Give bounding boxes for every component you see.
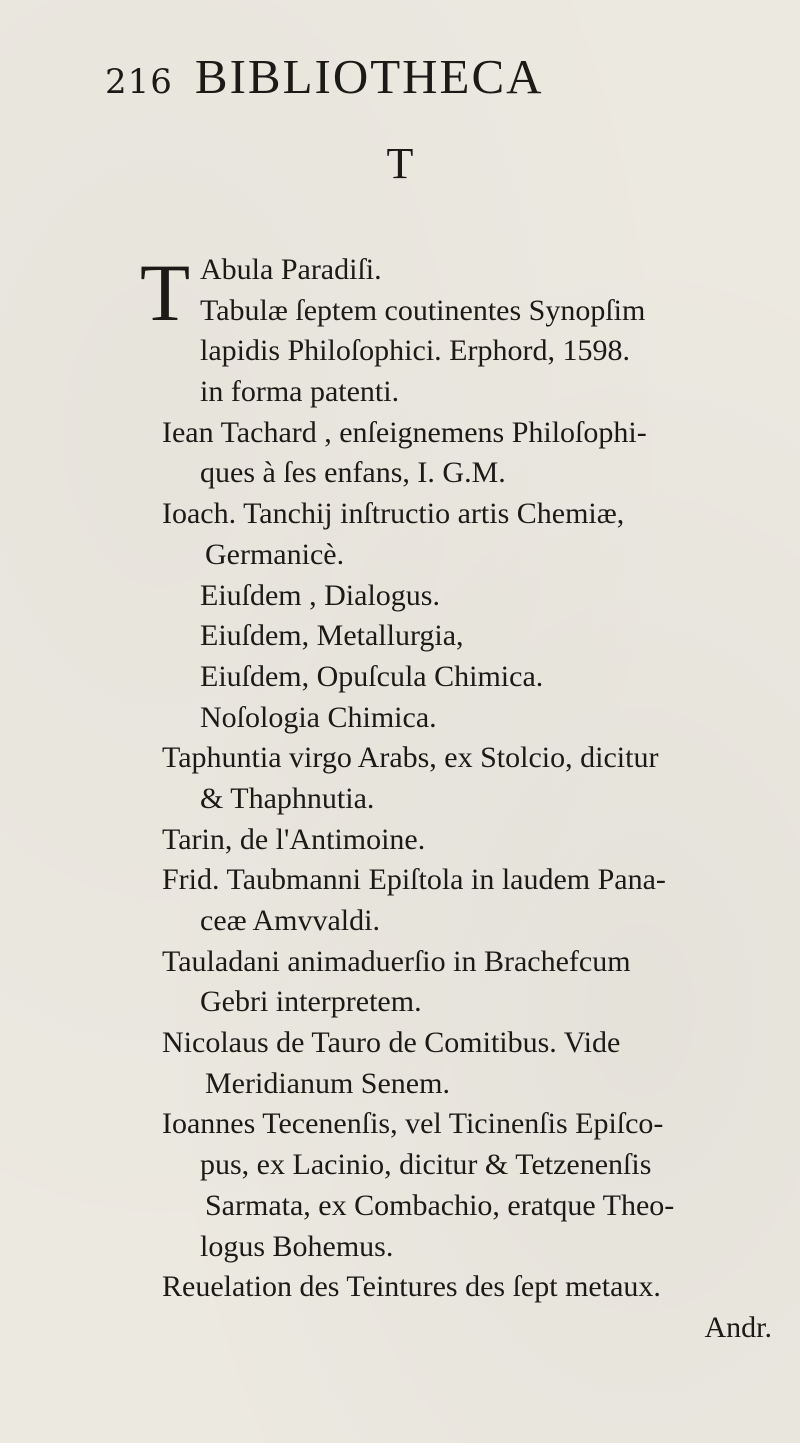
entry-line: lapidis Philoſophici. Erphord, 1598. bbox=[200, 334, 630, 368]
entry-line: Tabulæ ſeptem coutinentes Synopſim bbox=[200, 293, 646, 327]
entry-line: pus, ex Lacinio, dicitur & Tetzenenſis bbox=[200, 1148, 652, 1182]
entry-line: Tauladani animaduerſio in Brachefcum bbox=[162, 944, 631, 978]
entry-line: Eiuſdem, Metallurgia, bbox=[200, 619, 464, 653]
entry-line: Ioannes Tecenenſis, vel Ticinenſis Epiſco- bbox=[162, 1107, 664, 1141]
entry-line: Ioach. Tanchij inſtructio artis Chemiæ, bbox=[162, 497, 625, 531]
running-title: BIBLIOTHECA bbox=[194, 49, 544, 104]
entry-line: Eiuſdem, Opuſcula Chimica. bbox=[200, 659, 544, 693]
drop-initial: T bbox=[140, 247, 191, 338]
entry-line: Reuelation des Teintures des ſept metaux. bbox=[162, 1270, 661, 1304]
entry-line: Eiuſdem , Dialogus. bbox=[200, 578, 440, 612]
entry-line: Taphuntia virgo Arabs, ex Stolcio, dicitur bbox=[162, 741, 659, 775]
entry-line: in forma patenti. bbox=[200, 375, 400, 409]
entry-line: Tarin, de l'Antimoine. bbox=[162, 822, 426, 856]
entry-line: Germanicè. bbox=[205, 537, 345, 571]
entry-line: Gebri interpretem. bbox=[200, 985, 422, 1019]
entry-line: Noſologia Chimica. bbox=[200, 700, 437, 734]
running-head bbox=[105, 48, 544, 108]
entry-line: Frid. Taubmanni Epiſtola in laudem Pana- bbox=[162, 863, 666, 897]
catchword: Andr. bbox=[704, 1310, 772, 1344]
page-number: 216 bbox=[105, 62, 173, 102]
entry-line: Nicolaus de Tauro de Comitibus. Vide bbox=[162, 1026, 621, 1060]
section-letter: T bbox=[386, 139, 414, 188]
entry-line: Abula Paradiſi. bbox=[200, 253, 382, 286]
entry-line: Sarmata, ex Combachio, eratque Theo- bbox=[205, 1188, 675, 1222]
entry-line: ceæ Amvvaldi. bbox=[200, 904, 380, 937]
entry-line: logus Bohemus. bbox=[200, 1229, 394, 1263]
entry-line: Iean Tachard , enſeignemens Philoſophi- bbox=[162, 415, 647, 449]
entry-line: & Thaphnutia. bbox=[200, 781, 375, 815]
entry-line: Meridianum Senem. bbox=[205, 1066, 450, 1100]
bibliography-entries bbox=[0, 247, 800, 1349]
entry-line: ques à ſes enfans, I. G.M. bbox=[200, 456, 506, 490]
